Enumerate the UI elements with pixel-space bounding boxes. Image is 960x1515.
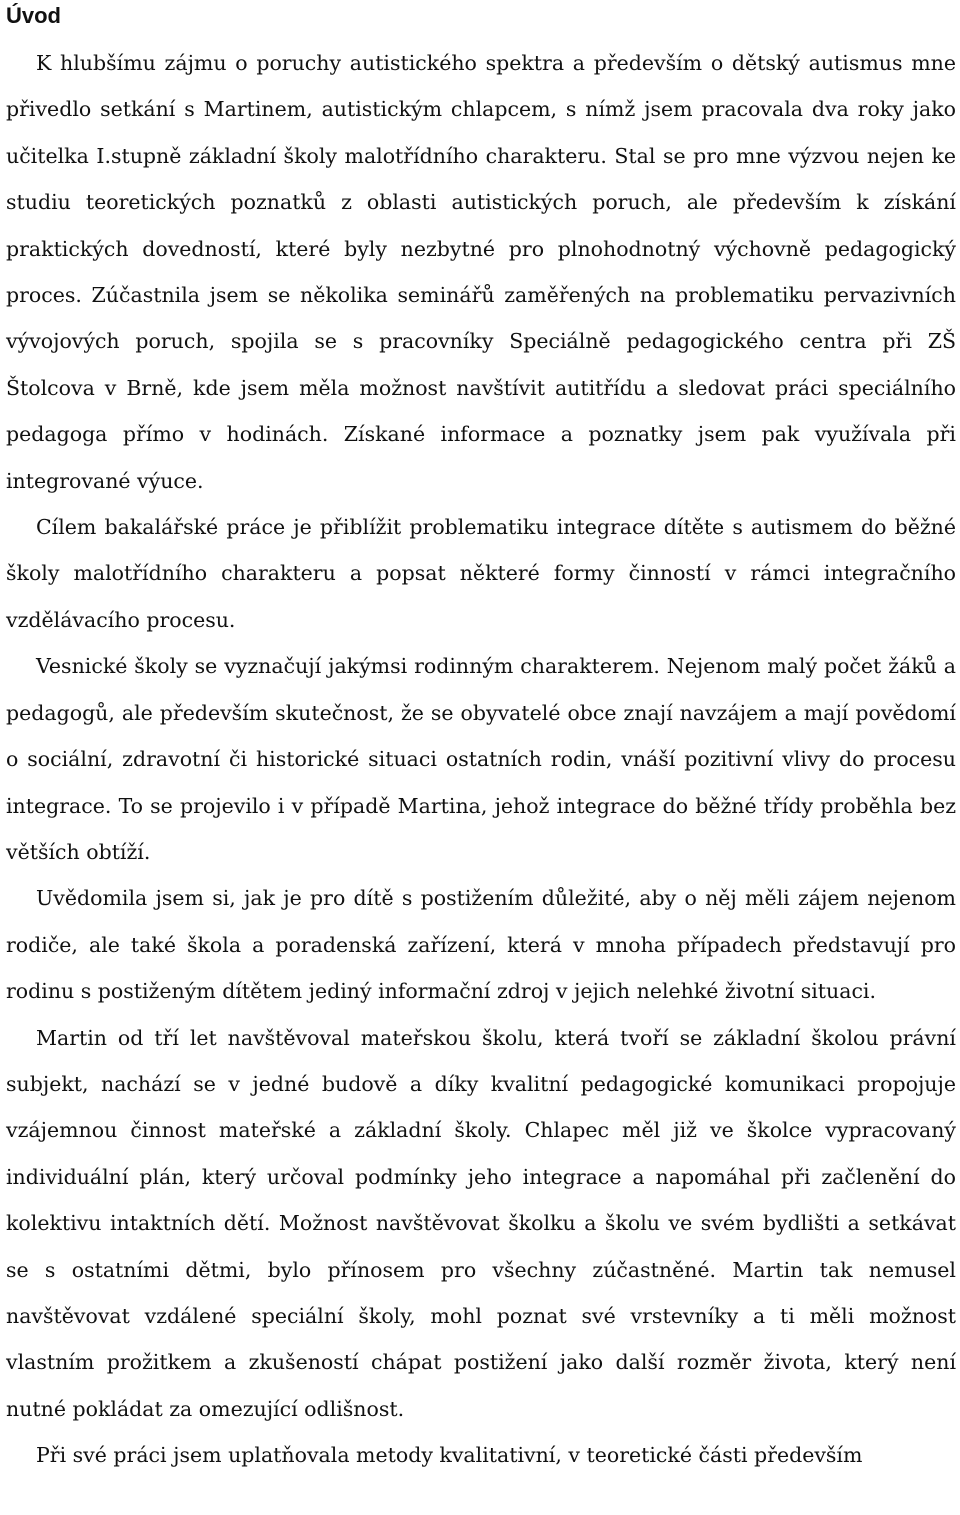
paragraph-village-schools: Vesnické školy se vyznačují jakýmsi rodinným charakterem. Nejenom malý počet žáků a pedagogů, ale především skutečnost, že se obyvatelé obce znají navzájem a mají povědomí o sociální, zdravotní či historické situaci ostatních rodin, vnáší pozitivní vlivy do procesu integrace. To se projevilo i v případě Martina, jehož integrace do běžné třídy proběhla bez větších obtíží. — [6, 654, 956, 864]
paragraph-intro: K hlubšímu zájmu o poruchy autistického spektra a především o dětský autismus mne přivedlo setkání s Martinem, autistickým chlapcem, s nímž jsem pracovala dva roky jako učitelka I.stupně základní školy malotřídního charakteru. Stal se pro mne výzvou nejen ke studiu teoretických poznatků z oblasti autistických poruch, ale především k získání praktických dovedností, které byly nezbytné pro plnohodnotný výchovně pedagogický proces. Zúčastnila jsem se několika seminářů zaměřených na problematiku pervazivních vývojových poruch, spojila se s pracovníky Speciálně pedagogického centra při ZŠ Štolcova v Brně, kde jsem měla možnost navštívit autitřídu a sledovat práci speciálního pedagoga přímo v hodinách. Získané informace a poznatky jsem pak využívala při integrované výuce. — [6, 51, 956, 493]
paragraph-martin: Martin od tří let navštěvoval mateřskou školu, která tvoří se základní školou právní subjekt, nachází se v jedné budově a díky kvalitní pedagogické komunikaci propojuje vzájemnou činnost mateřské a základní školy. Chlapec měl již ve školce vypracovaný individuální plán, který určoval podmínky jeho integrace a napomáhal při začlenění do kolektivu intaktních dětí. Možnost navštěvovat školku a školu ve svém bydlišti a setkávat se s ostatními dětmi, bylo přínosem pro všechny zúčastněné. Martin tak nemusel navštěvovat vzdálené speciální školy, mohl poznat své vrstevníky a ti měli možnost vlastním prožitkem a zkušeností chápat postižení jako další rozměr života, který není nutné pokládat za omezující odlišnost. — [6, 1025, 956, 1421]
paragraph-methods: Při své práci jsem uplatňovala metody kvalitativní, v teoretické části především — [36, 1443, 863, 1468]
section-heading: Úvod — [6, 3, 61, 28]
paragraph-interest: Uvědomila jsem si, jak je pro dítě s postižením důležité, aby o něj měli zájem nejenom rodiče, ale také škola a poradenská zařízení, která v mnoha případech představují pro rodinu s postiženým dítětem jediný informační zdroj v jejich nelehké životní situaci. — [6, 886, 956, 1004]
paragraph-goal: Cílem bakalářské práce je přiblížit problematiku integrace dítěte s autismem do běžné školy malotřídního charakteru a popsat některé formy činností v rámci integračního vzdělávacího procesu. — [6, 515, 956, 632]
document-page — [6, 0, 956, 1479]
